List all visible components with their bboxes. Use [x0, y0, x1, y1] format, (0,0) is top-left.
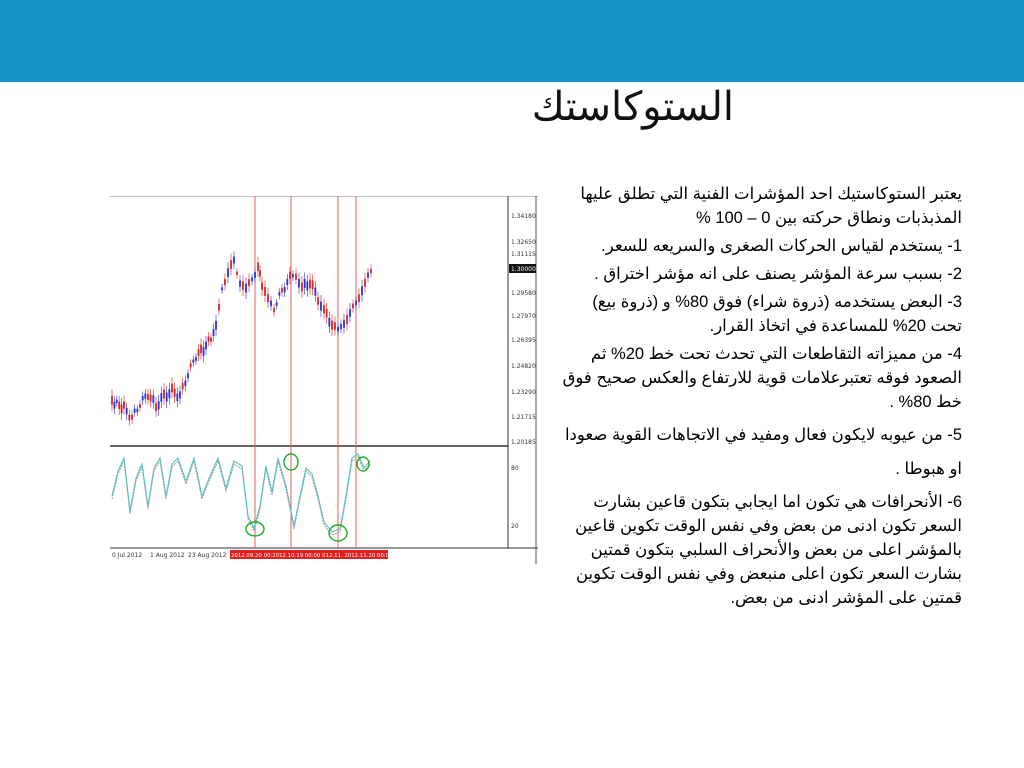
candle-body	[128, 415, 130, 421]
candle-body	[192, 360, 194, 363]
candle-body	[233, 257, 235, 264]
price-tick: 1.23290	[511, 389, 536, 396]
candle-body	[163, 390, 165, 399]
candle-body	[367, 273, 369, 278]
candle-body	[314, 288, 316, 296]
candle-body	[174, 389, 176, 397]
point-4: 4- من مميزاته التقاطعات التي تحدث تحت خط 20% ثم الصعود فوقه تعتبرعلامات قوية للارتفاع والعكس صحيح فوق خط 80% .	[562, 345, 962, 411]
date-label: 0 Jul 2012	[112, 552, 143, 559]
highlighted-dates-label: 2012.09.20 00:2012.10.19 00:00 012.11. 2012.11.20 00:00	[231, 553, 393, 559]
candle-body	[317, 297, 319, 305]
candle-body	[270, 301, 272, 306]
candle-body	[254, 272, 256, 278]
candle-body	[166, 392, 168, 401]
candle-body	[323, 305, 325, 313]
candle-body	[218, 304, 220, 311]
candle-body	[121, 404, 123, 413]
candle-body	[281, 288, 283, 292]
candle-body	[179, 391, 181, 398]
candle-body	[205, 342, 207, 350]
candle-body	[147, 394, 149, 400]
candle-body	[144, 394, 146, 399]
candle-body	[131, 415, 133, 420]
candle-body	[221, 287, 223, 290]
intro-paragraph: يعتبر الستوكاستيك احد المؤشرات الفنية التي تطلق عليها المذبذبات ونطاق حركته بين 0 – 100 %	[580, 185, 962, 227]
candle-body	[320, 302, 322, 311]
candle-body	[236, 272, 238, 275]
candle-body	[198, 349, 200, 356]
candle-body	[261, 282, 263, 290]
candle-body	[326, 309, 328, 318]
slide-title: الستوكاستك	[531, 84, 734, 130]
candle-body	[328, 318, 330, 327]
price-tick: 1.32650	[511, 239, 536, 246]
candle-body	[306, 281, 308, 290]
point-3: 3- البعض يستخدمه (ذروة شراء) فوق 80% و (ذروة بيع) تحت 20% للمساعدة في اتخاذ القرار.	[592, 293, 962, 335]
candle-body	[312, 280, 314, 289]
candle-body	[273, 308, 275, 312]
candle-body	[370, 269, 372, 274]
candle-body	[278, 292, 280, 296]
candle-body	[343, 320, 345, 328]
price-tick: 1.34180	[511, 213, 536, 220]
candle-body	[182, 383, 184, 390]
stochastic-chart-image	[110, 196, 538, 564]
candle-body	[160, 393, 162, 402]
candle-body	[171, 384, 173, 393]
date-label: 1 Aug 2012	[150, 552, 185, 559]
candle-body	[301, 283, 303, 292]
candle-body	[251, 278, 253, 282]
candle-body	[227, 268, 229, 277]
slide-body	[560, 182, 962, 614]
candle-body	[331, 321, 333, 330]
candle-body	[118, 402, 120, 409]
candle-body	[257, 263, 259, 271]
candle-body	[210, 338, 212, 342]
candle-body	[208, 337, 210, 342]
candle-body	[245, 284, 247, 293]
date-label: 23 Aug 2012	[188, 552, 227, 559]
candle-body	[114, 402, 116, 409]
header-bar	[0, 0, 1024, 82]
candle-body	[355, 300, 357, 305]
candle-body	[334, 322, 336, 330]
candle-body	[155, 403, 157, 411]
candle-body	[187, 373, 189, 378]
candle-body	[284, 287, 286, 292]
candle-body	[190, 363, 192, 367]
price-tick: 1.29580	[511, 290, 536, 297]
candle-body	[150, 395, 152, 402]
osc-tick-80: 80	[511, 465, 519, 472]
point-6: 6- الأنحرافات هي تكون اما ايجابي بتكون قاعين بشارت السعر تكون ادنى من بعض وفي نفس الوقت تكوين قاعين بالمؤشر اعلى من بعض والأنحراف السلبي بتكون قمتين بشارت السعر تكون اعلى منبعض وفي نفس الوقت تكوين قمتين على المؤشر ادنى من بعض.	[575, 493, 962, 607]
candle-body	[340, 324, 342, 329]
candle-body	[111, 396, 113, 405]
candle-body	[200, 345, 202, 354]
candle-body	[286, 279, 288, 285]
candle-body	[184, 380, 186, 386]
candle-body	[364, 279, 366, 287]
candle-body	[215, 321, 217, 330]
current-price-label: 1.30000	[511, 266, 536, 273]
point-2: 2- بسبب سرعة المؤشر يصنف على انه مؤشر اختراق .	[594, 265, 962, 283]
candle-body	[264, 287, 266, 296]
candle-body	[126, 408, 128, 415]
candle-body	[292, 274, 294, 277]
candle-body	[168, 389, 170, 398]
candle-body	[213, 329, 215, 336]
candle-body	[116, 400, 118, 403]
price-tick: 1.26395	[511, 337, 536, 344]
price-tick: 1.27970	[511, 313, 536, 320]
candle-body	[304, 279, 306, 288]
candle-body	[358, 294, 360, 302]
price-tick: 1.20185	[511, 439, 536, 446]
candle-body	[259, 270, 261, 276]
candle-body	[276, 302, 278, 305]
candle-body	[158, 401, 160, 410]
candle-body	[224, 279, 226, 285]
candle-body	[248, 279, 250, 286]
candle-body	[195, 357, 197, 361]
candle-body	[136, 409, 138, 412]
candle-body	[361, 286, 363, 295]
candle-body	[352, 304, 354, 309]
candle-body	[152, 395, 154, 403]
candle-body	[123, 401, 125, 408]
candle-body	[176, 393, 178, 401]
candle-body	[139, 404, 141, 408]
candle-body	[142, 396, 144, 401]
candle-body	[203, 347, 205, 356]
candle-body	[298, 279, 300, 288]
point-1: 1- يستخدم لقياس الحركات الصغرى والسريعه للسعر.	[601, 237, 962, 255]
price-tick: 1.21715	[511, 414, 536, 421]
candle-body	[242, 281, 244, 290]
candle-body	[230, 260, 232, 269]
candle-body	[267, 294, 269, 302]
price-tick: 1.31115	[511, 251, 536, 258]
candle-body	[346, 315, 348, 324]
candle-body	[134, 409, 136, 413]
price-tick: 1.24820	[511, 363, 536, 370]
candle-body	[295, 274, 297, 280]
candle-body	[337, 327, 339, 331]
candle-body	[239, 281, 241, 287]
candle-body	[309, 280, 311, 289]
point-5: 5- من عيوبه لايكون فعال ومفيد في الاتجاهات القوية صعودا او هبوطا .	[564, 426, 962, 478]
osc-tick-20: 20	[511, 523, 519, 530]
candle-body	[289, 272, 291, 279]
candle-body	[349, 309, 351, 317]
